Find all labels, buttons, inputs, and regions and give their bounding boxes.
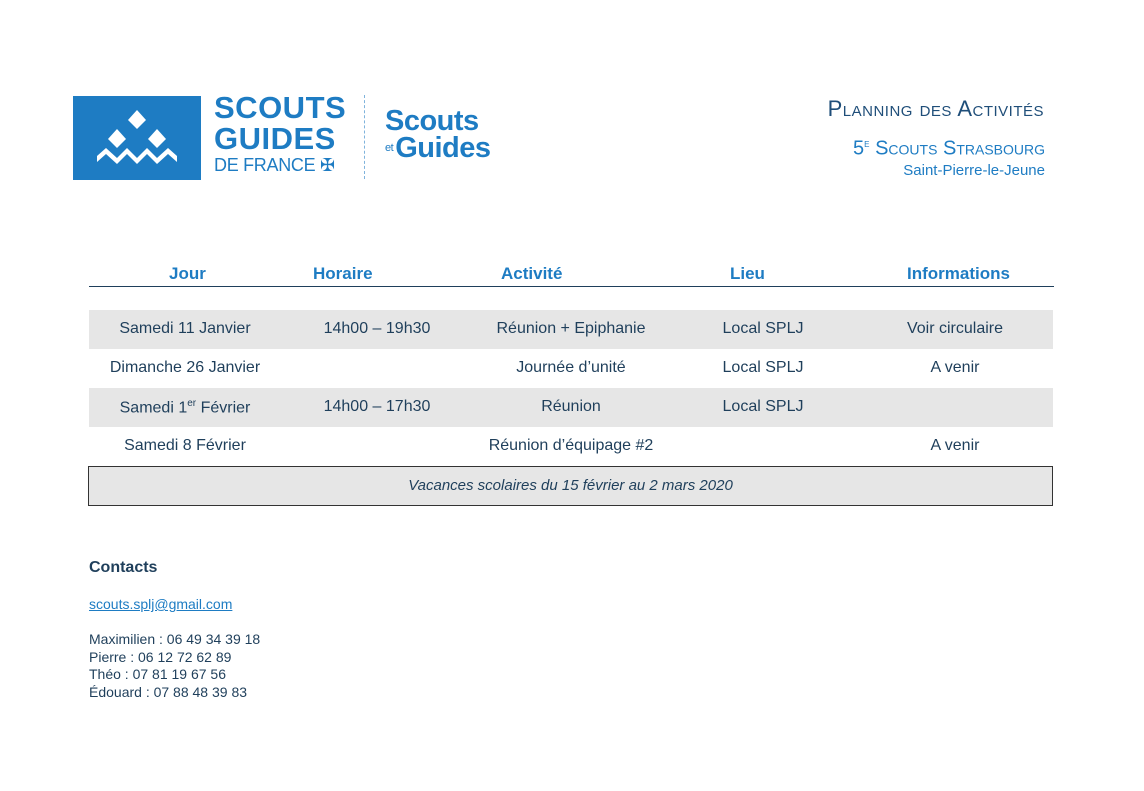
cell-time: 14h00 – 17h30: [323, 398, 431, 415]
cell-info: A venir: [930, 437, 980, 454]
contact-list: [89, 631, 260, 701]
cell-day: Samedi 8 Février: [124, 437, 246, 454]
cell-place: Local SPLJ: [722, 398, 804, 415]
table-row: [89, 427, 1053, 466]
logo-scouts-et-guides: Scouts $^{et}$Guides: [385, 105, 491, 164]
contact-item: Maximilien : 06 49 34 39 18: [89, 631, 261, 647]
column-header-activite: Activité: [501, 264, 563, 283]
contact-item: Pierre : 06 12 72 62 89: [89, 648, 232, 665]
cell-activity: Réunion + Epiphanie: [496, 320, 646, 337]
logo-line-defrance: DE FRANCE ✠: [214, 155, 335, 175]
column-header-lieu: Lieu: [730, 264, 765, 283]
cell-day: Samedi 1er Février: [119, 398, 251, 417]
contact-item: Théo : 07 81 19 67 56: [89, 666, 226, 682]
contact-email-link[interactable]: scouts.splj@gmail.com: [89, 596, 233, 612]
table-row: [89, 349, 1053, 388]
group-name: 5e Scouts Strasbourg: [853, 136, 1045, 160]
cell-day: Dimanche 26 Janvier: [109, 359, 261, 376]
logo-line-scouts: SCOUTS: [214, 90, 347, 125]
group-location: Saint-Pierre-le-Jeune: [903, 162, 1045, 179]
logo-emblem: [73, 96, 201, 180]
logo-line-guides: GUIDES: [214, 121, 336, 156]
logo-wordmark: [214, 92, 346, 176]
column-header-horaire: Horaire: [313, 264, 373, 283]
cell-day: Samedi 11 Janvier: [119, 320, 251, 337]
table-row: [89, 310, 1053, 349]
cell-info: A venir: [930, 359, 980, 376]
cell-place: Local SPLJ: [722, 320, 804, 337]
contacts-heading: Contacts: [89, 559, 158, 576]
cell-time: 14h00 – 19h30: [323, 320, 431, 337]
cell-place: Local SPLJ: [722, 359, 804, 376]
contact-item: Édouard : 07 88 48 39 83: [89, 683, 248, 700]
cell-activity: Réunion d’équipage #2: [488, 437, 654, 454]
cell-activity: Journée d’unité: [516, 359, 626, 376]
cell-activity: Réunion: [541, 398, 601, 415]
fleur-trefoil-icon: [73, 96, 201, 180]
cell-info: Voir circulaire: [906, 320, 1004, 337]
column-header-informations: Informations: [907, 264, 1010, 283]
holiday-note: Vacances scolaires du 15 février au 2 mars 2020: [88, 466, 1053, 506]
cross-icon: ✠: [320, 155, 335, 175]
page-title: Planning des Activités: [827, 96, 1044, 121]
logo-divider: [364, 95, 365, 179]
table-row: [89, 388, 1053, 427]
column-header-jour: Jour: [169, 264, 206, 283]
table-header: [89, 262, 1054, 287]
